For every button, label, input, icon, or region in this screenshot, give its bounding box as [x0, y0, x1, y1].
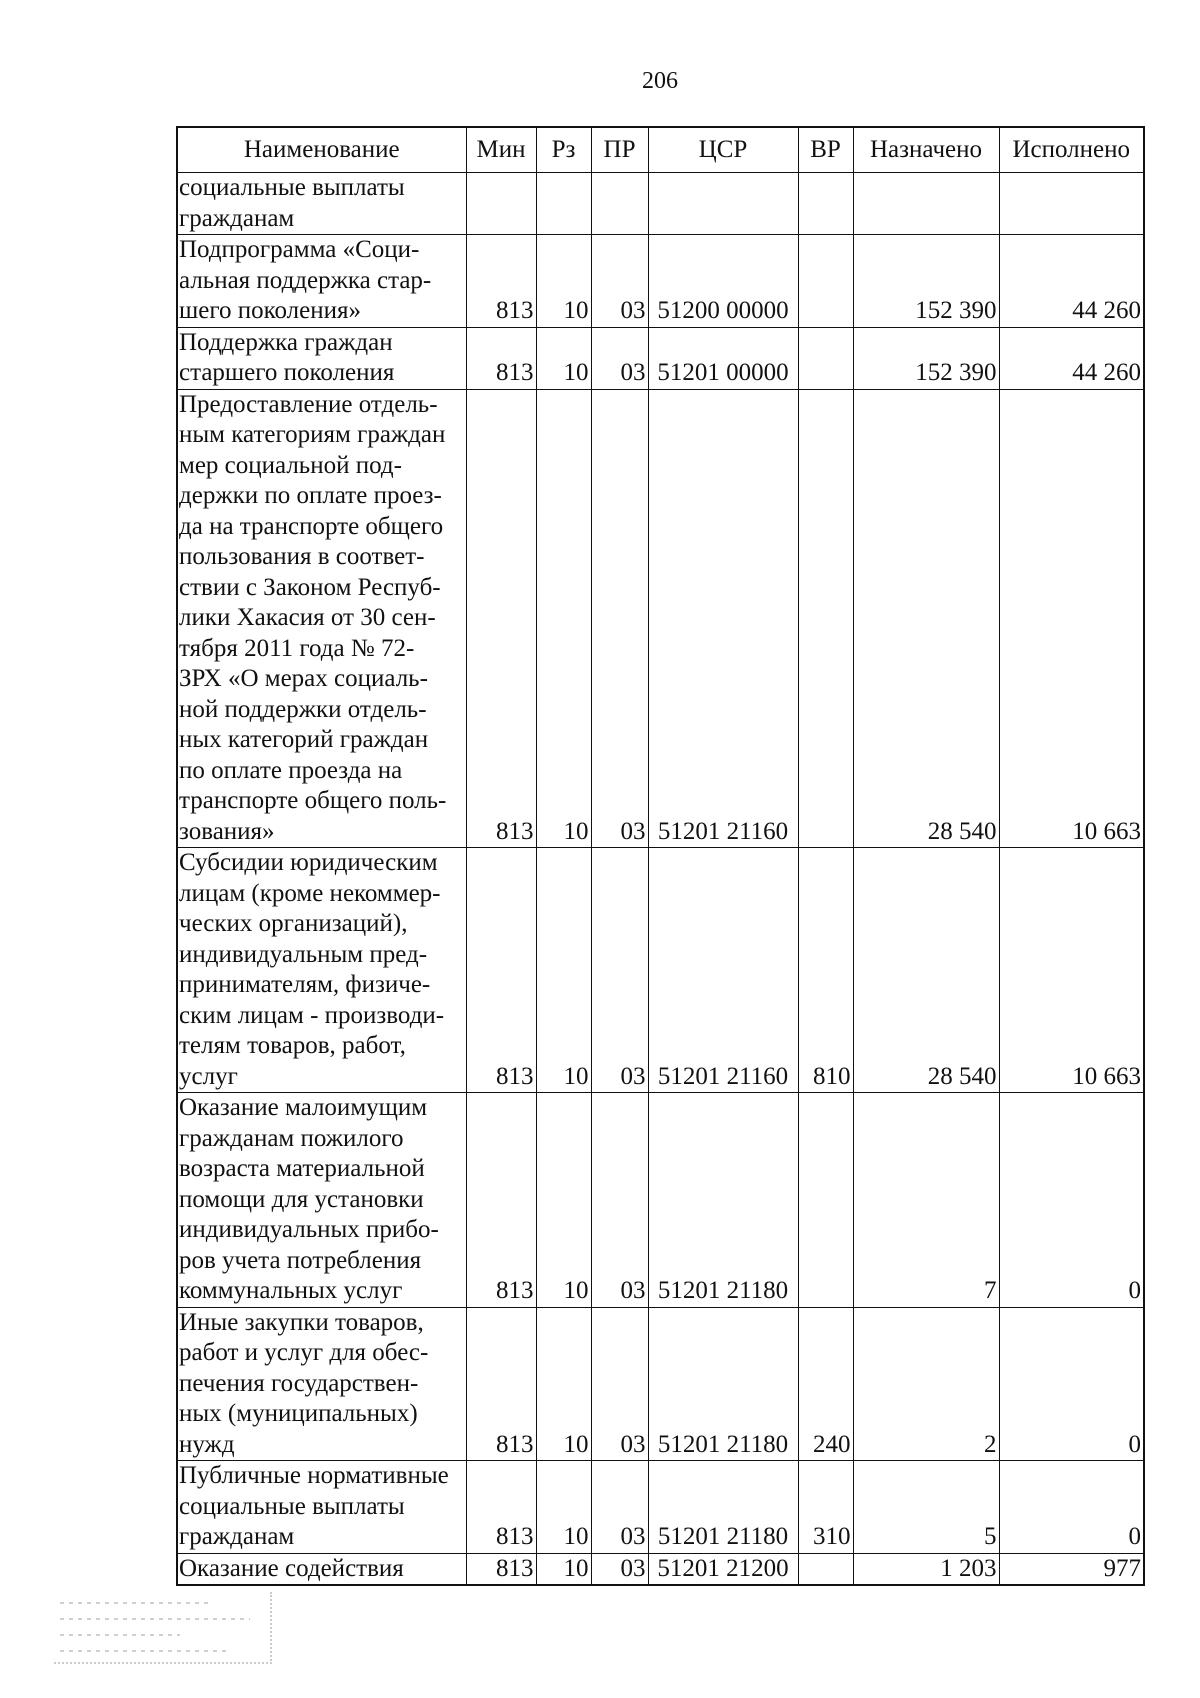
cell-name: Подпрограмма «Соци- альная поддержка стар- шего поколения»	[177, 235, 466, 328]
cell-naznacheno	[853, 173, 999, 235]
cell-min: 813	[466, 1553, 536, 1585]
cell-rz: 10	[536, 1553, 591, 1585]
cell-vr	[798, 235, 853, 328]
table-row	[177, 848, 1144, 1093]
cell-name: Субсидии юридическим лицам (кроме некоммер- ческих организаций), индивидуальным пред- принимателям, физиче- ским лицам - производи- телям товаров, работ, услуг	[177, 848, 466, 1093]
cell-rz: 10	[536, 389, 591, 848]
cell-ispolneno: 44 260	[999, 327, 1144, 389]
cell-vr: 810	[798, 848, 853, 1093]
cell-name: Иные закупки товаров, работ и услуг для обес- печения государствен- ных (муниципальных) нужд	[177, 1307, 466, 1461]
cell-name: Оказание малоимущим гражданам пожилого возраста материальной помощи для установки индивидуальных прибо- ров учета потребления коммунальных услуг	[177, 1093, 466, 1308]
cell-vr	[798, 389, 853, 848]
table-row	[177, 1307, 1144, 1461]
cell-vr: 240	[798, 1307, 853, 1461]
cell-name: Предоставление отдель- ным категориям граждан мер социальной под- держки по оплате проез- да на транспорте общего пользования в соответ- ствии с Законом Респуб- лики Хакасия от 30 сен- тября 2011 года № 72- ЗРХ «О мерах социаль- ной поддержки отдель- ных категорий граждан по оплате проезда на транспорте общего поль- зования»	[177, 389, 466, 848]
cell-pr: 03	[591, 1307, 648, 1461]
table-row	[177, 389, 1144, 848]
cell-vr	[798, 327, 853, 389]
cell-rz: 10	[536, 1093, 591, 1308]
cell-vr: 310	[798, 1461, 853, 1554]
cell-pr: 03	[591, 389, 648, 848]
cell-min: 813	[466, 389, 536, 848]
cell-min: 813	[466, 235, 536, 328]
cell-ispolneno: 0	[999, 1461, 1144, 1554]
cell-naznacheno: 5	[853, 1461, 999, 1554]
header-pr: ПР	[591, 127, 648, 173]
cell-csr: 51201 21180	[648, 1307, 798, 1461]
cell-csr: 51201 21180	[648, 1461, 798, 1554]
cell-naznacheno: 1 203	[853, 1553, 999, 1585]
cell-pr	[591, 173, 648, 235]
table-row	[177, 1093, 1144, 1308]
cell-name: социальные выплаты гражданам	[177, 173, 466, 235]
cell-rz: 10	[536, 848, 591, 1093]
cell-name: Оказание содействия	[177, 1553, 466, 1585]
cell-naznacheno: 2	[853, 1307, 999, 1461]
faded-stamp-mark	[54, 1592, 272, 1664]
cell-ispolneno: 0	[999, 1093, 1144, 1308]
header-csr: ЦСР	[648, 127, 798, 173]
table-header-row	[177, 127, 1144, 173]
table-row	[177, 235, 1144, 328]
cell-min: 813	[466, 1461, 536, 1554]
cell-pr: 03	[591, 848, 648, 1093]
cell-ispolneno: 10 663	[999, 389, 1144, 848]
cell-min: 813	[466, 1093, 536, 1308]
header-ispolneno: Исполнено	[999, 127, 1144, 173]
table-row	[177, 1553, 1144, 1585]
cell-ispolneno: 44 260	[999, 235, 1144, 328]
cell-rz: 10	[536, 327, 591, 389]
cell-naznacheno: 7	[853, 1093, 999, 1308]
cell-rz: 10	[536, 1307, 591, 1461]
cell-naznacheno: 152 390	[853, 235, 999, 328]
cell-pr: 03	[591, 1093, 648, 1308]
cell-ispolneno	[999, 173, 1144, 235]
cell-csr: 51201 21160	[648, 389, 798, 848]
cell-pr: 03	[591, 1553, 648, 1585]
cell-csr: 51201 21160	[648, 848, 798, 1093]
cell-pr: 03	[591, 235, 648, 328]
header-rz: Рз	[536, 127, 591, 173]
table-row	[177, 327, 1144, 389]
cell-csr: 51201 21180	[648, 1093, 798, 1308]
cell-min: 813	[466, 848, 536, 1093]
cell-csr: 51201 00000	[648, 327, 798, 389]
header-min: Мин	[466, 127, 536, 173]
cell-rz: 10	[536, 235, 591, 328]
cell-min: 813	[466, 1307, 536, 1461]
cell-ispolneno: 977	[999, 1553, 1144, 1585]
cell-naznacheno: 152 390	[853, 327, 999, 389]
cell-csr: 51201 21200	[648, 1553, 798, 1585]
cell-csr: 51200 00000	[648, 235, 798, 328]
cell-min	[466, 173, 536, 235]
cell-name: Поддержка граждан старшего поколения	[177, 327, 466, 389]
cell-vr	[798, 1093, 853, 1308]
header-name: Наименование	[177, 127, 466, 173]
page-number: 206	[642, 68, 678, 94]
cell-rz	[536, 173, 591, 235]
cell-ispolneno: 10 663	[999, 848, 1144, 1093]
cell-min: 813	[466, 327, 536, 389]
cell-name: Публичные нормативные социальные выплаты гражданам	[177, 1461, 466, 1554]
cell-naznacheno: 28 540	[853, 848, 999, 1093]
header-vr: ВР	[798, 127, 853, 173]
budget-table	[176, 126, 1145, 1586]
table-row	[177, 1461, 1144, 1554]
cell-pr: 03	[591, 327, 648, 389]
cell-rz: 10	[536, 1461, 591, 1554]
cell-naznacheno: 28 540	[853, 389, 999, 848]
cell-ispolneno: 0	[999, 1307, 1144, 1461]
cell-pr: 03	[591, 1461, 648, 1554]
cell-vr	[798, 1553, 853, 1585]
cell-csr	[648, 173, 798, 235]
table-row	[177, 173, 1144, 235]
header-naznacheno: Назначено	[853, 127, 999, 173]
cell-vr	[798, 173, 853, 235]
